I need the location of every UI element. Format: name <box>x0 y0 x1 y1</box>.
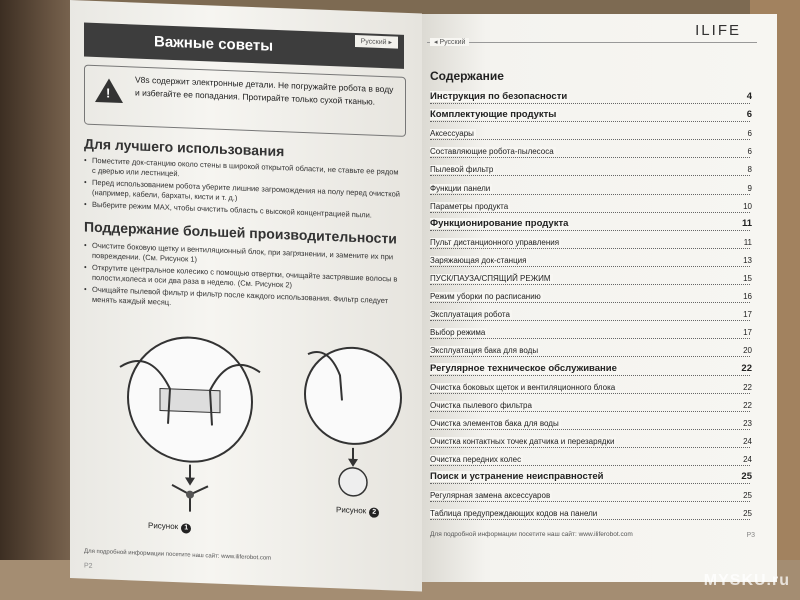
toc-entry <box>430 195 750 213</box>
toc-entry-page: 17 <box>743 310 752 320</box>
toc-entry-title: Составляющие робота-пылесоса <box>430 147 554 157</box>
toc-entry-title: Комплектующие продукты <box>430 109 557 121</box>
toc-entry-title: Функции панели <box>430 183 491 193</box>
figure-1-caption: Рисунок 1 <box>148 521 191 534</box>
list-item: • Очищайте пылевой фильтр и фильтр после каждого использования. Фильтр следует менять каждый месяц. <box>84 285 404 317</box>
section-heading-performance: Поддержание большей производительности <box>84 218 397 247</box>
toc-entry-title: Регулярная замена аксессуаров <box>430 491 551 501</box>
watermark: MYSKU.ru <box>703 572 790 589</box>
toc-entry-page: 24 <box>743 454 752 464</box>
toc-entry <box>430 285 750 303</box>
toc-entry-title: Режим уборки по расписанию <box>430 292 541 302</box>
toc-entry-page: 6 <box>746 109 752 121</box>
language-tab: ◂ Русский <box>430 38 469 46</box>
page-footer: Для подробной информации посетите наш сайт: www.iliferobot.com <box>430 531 633 538</box>
toc-entry-page: 24 <box>743 436 752 446</box>
toc-entry <box>430 484 750 502</box>
toc-entry <box>430 176 750 194</box>
toc-entry-page: 20 <box>743 346 752 356</box>
toc-entry-page: 16 <box>743 292 752 302</box>
toc-entry-title: Очистка боковых щеток и вентиляционного блока <box>430 382 616 392</box>
toc-entry-page: 6 <box>747 129 752 139</box>
toc-entry <box>430 321 750 339</box>
toc-entry-page: 4 <box>746 91 752 103</box>
list-item: • Очистите боковую щетку и вентиляционный блок, при загрязнении, и замените их при повреждении. (См. Рисунок 1) <box>84 241 404 273</box>
toc-entry-page: 25 <box>741 471 752 483</box>
toc-entry <box>430 213 750 231</box>
toc-entry <box>430 158 750 176</box>
page-number: P2 <box>84 562 93 570</box>
brand-logo: ILIFE <box>695 22 741 39</box>
warning-triangle-icon: ! <box>95 78 123 103</box>
toc-entry-title: Пылевой фильтр <box>430 165 494 175</box>
toc-entry-title: Очистка пылевого фильтра <box>430 400 532 410</box>
performance-tips <box>84 241 404 319</box>
toc-entry-page: 9 <box>747 183 752 193</box>
list-item: • Открутите центральное колесико с помощью отвертки, очищайте застрявшие волосы в полости,колеса и оси два раза в неделю. (См. Рисунок 2) <box>84 263 404 295</box>
toc-entry-title: Эксплуатация робота <box>430 310 510 320</box>
toc-entry-page: 25 <box>743 491 752 501</box>
toc-entry-page: 22 <box>741 362 752 374</box>
toc-title: Содержание <box>430 69 504 83</box>
toc-entry-title: Очистка элементов бака для воды <box>430 418 559 428</box>
toc-entry <box>430 466 750 484</box>
figure-2-wheel-illustration <box>298 334 408 508</box>
toc-entry <box>430 448 750 466</box>
toc-entry <box>430 267 750 285</box>
toc-entry-title: Пульт дистанционного управления <box>430 237 560 247</box>
section-heading-best-use: Для лучшего использования <box>84 135 285 160</box>
warning-text: V8s содержит электронные детали. Не погружайте робота в воду и избегайте ее попадания. Протирайте только сухой тканью. <box>135 74 394 107</box>
toc-entry <box>430 412 750 430</box>
toc-entry <box>430 376 750 394</box>
toc-entry-title: Функционирование продукта <box>430 217 569 229</box>
toc-entry-page: 15 <box>743 274 752 284</box>
list-item: • Перед использованием робота уберите лишние загромождения на полу перед очисткой (например, кабели, бархаты, кисти и т. д.) <box>84 178 404 210</box>
figure-1-robot-brush-illustration <box>100 326 280 523</box>
page-footer: Для подробной информации посетите наш сайт: www.iliferobot.com <box>84 548 272 562</box>
toc-entry-page: 17 <box>743 328 752 338</box>
toc-entry <box>430 249 750 267</box>
toc-entry-title: Поиск и устранение неисправностей <box>430 471 604 483</box>
toc-entry <box>430 339 750 357</box>
toc-entry-title: Очистка контактных точек датчика и перезарядки <box>430 436 615 446</box>
toc-entry-title: ПУСК/ПАУЗА/СПЯЩИЙ РЕЖИМ <box>430 274 551 284</box>
language-tab: Русский ▸ <box>355 35 398 49</box>
toc-entry-page: 11 <box>741 217 752 229</box>
best-use-tips <box>84 156 404 224</box>
toc-entry-page: 6 <box>747 147 752 157</box>
toc-entry-title: Инструкция по безопасности <box>430 91 568 103</box>
toc-entry-page: 13 <box>743 255 752 265</box>
toc-entry-title: Регулярное техническое обслуживание <box>430 362 617 374</box>
page-header-bar <box>84 23 404 69</box>
toc-entry <box>430 303 750 321</box>
toc-entry <box>430 104 750 122</box>
manual-right-page <box>422 14 777 582</box>
toc-entry-page: 25 <box>743 509 752 519</box>
toc-entry-page: 22 <box>743 382 752 392</box>
toc-entry <box>430 122 750 140</box>
toc-entry-page: 23 <box>743 418 752 428</box>
list-item: • Поместите док-станцию около стены в широкой открытой области, не ставьте ее рядом с дверью или лестницей. <box>84 156 404 188</box>
toc-entry <box>430 357 750 375</box>
toc-entry <box>430 430 750 448</box>
figure-number-badge: 1 <box>181 523 191 533</box>
toc-entry-title: Эксплуатация бака для воды <box>430 346 539 356</box>
warning-box <box>84 65 406 137</box>
toc-entry <box>430 231 750 249</box>
header-divider <box>427 42 757 43</box>
toc-entry-title: Аксессуары <box>430 129 474 139</box>
toc-entry-page: 11 <box>743 237 752 247</box>
manual-left-page <box>70 0 422 592</box>
toc-entry-page: 22 <box>743 400 752 410</box>
toc-entry-title: Выбор режима <box>430 328 486 338</box>
list-item: • Выберите режим MAX, чтобы очистить область с высокой концентрацией пыли. <box>84 200 404 222</box>
page-title: Важные советы <box>154 33 274 55</box>
toc-entry-title: Параметры продукта <box>430 201 509 211</box>
toc-entry-title: Очистка передних колес <box>430 454 522 464</box>
page-number: P3 <box>746 532 755 539</box>
toc-entry-page: 8 <box>747 165 752 175</box>
toc-entry <box>430 86 750 104</box>
figure-number-badge: 2 <box>369 507 379 517</box>
toc-entry <box>430 140 750 158</box>
toc-entry <box>430 502 750 520</box>
toc-entry-title: Таблица предупреждающих кодов на панели <box>430 509 598 519</box>
toc-entry-page: 10 <box>743 201 752 211</box>
toc-entry <box>430 394 750 412</box>
figure-2-caption: Рисунок 2 <box>336 505 379 518</box>
table-of-contents <box>430 86 750 520</box>
toc-entry-title: Заряжающая док-станция <box>430 255 527 265</box>
